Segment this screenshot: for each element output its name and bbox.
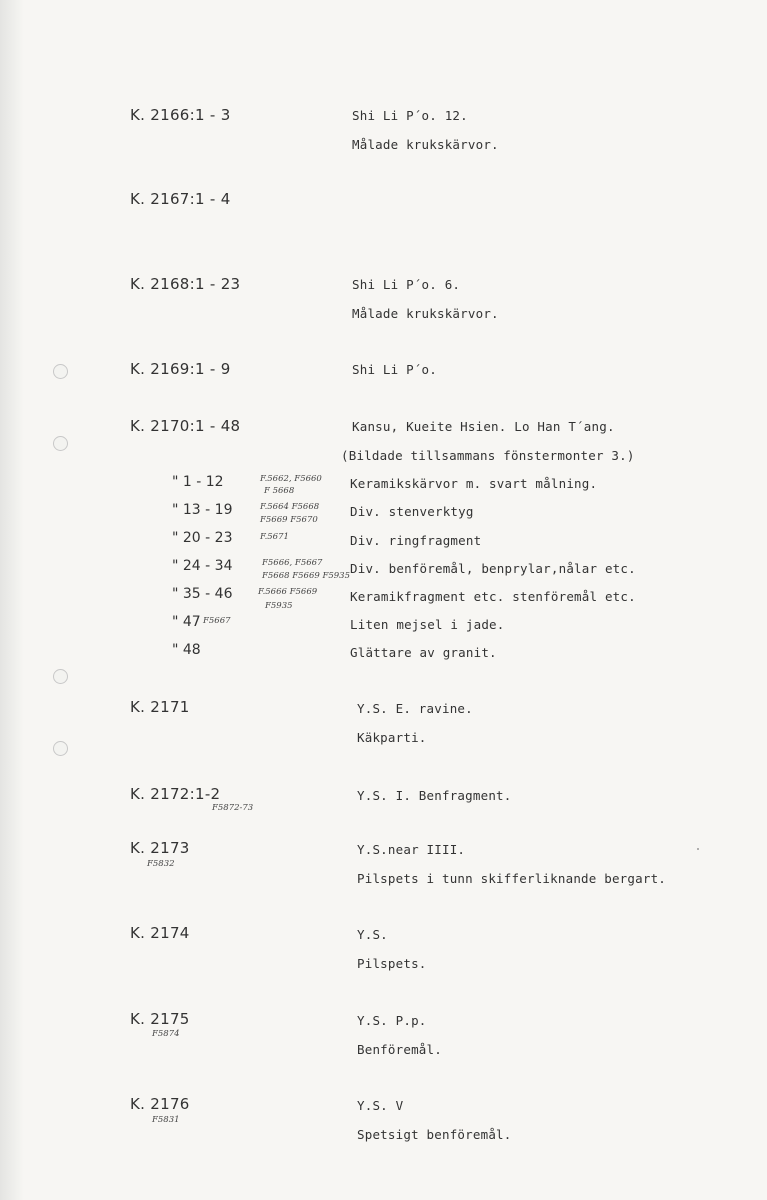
catalog-number: K. 2172:1-2 (130, 785, 221, 803)
catalog-number: K. 2171 (130, 698, 190, 716)
handwritten-note: F.5662, F5660 (260, 474, 322, 484)
punch-hole (53, 741, 68, 756)
entry-site: Shi Li P´o. (352, 362, 437, 377)
handwritten-note: F.5664 F5668 (260, 502, 320, 512)
handwritten-note: F 5668 (264, 486, 295, 496)
subentry-description: Glättare av granit. (350, 645, 497, 660)
entry-site: Y.S.near IIII. (357, 842, 466, 857)
handwritten-note: F5669 F5670 (260, 515, 318, 525)
entry-note: (Bildade tillsammans fönstermonter 3.) (341, 448, 635, 463)
entry-description: Benföremål. (357, 1042, 442, 1057)
paper-edge (0, 0, 24, 1200)
paper-speck (697, 848, 699, 850)
entry-description: Käkparti. (357, 730, 427, 745)
catalog-number: K. 2168:1 - 23 (130, 275, 241, 293)
subentry-range: " 1 - 12 (172, 474, 224, 490)
catalog-number: K. 2175 (130, 1010, 190, 1028)
entry-site: Shi Li P´o. 12. (352, 108, 468, 123)
entry-description: Y.S. I. Benfragment. (357, 788, 512, 803)
subentry-range: " 13 - 19 (172, 502, 233, 518)
subentry-description: Div. benföremål, benprylar,nålar etc. (350, 561, 636, 576)
handwritten-note: F5874 (152, 1029, 180, 1039)
catalog-number: K. 2169:1 - 9 (130, 360, 231, 378)
entry-description: Spetsigt benföremål. (357, 1127, 512, 1142)
entry-site: Y.S. E. ravine. (357, 701, 473, 716)
handwritten-note: F5872-73 (212, 803, 254, 813)
subentry-description: Keramikfragment etc. stenföremål etc. (350, 589, 636, 604)
handwritten-note: F.5671 (260, 532, 289, 542)
handwritten-note: F5668 F5669 F5935 (262, 571, 350, 581)
catalog-number: K. 2170:1 - 48 (130, 417, 241, 435)
subentry-range: " 35 - 46 (172, 586, 233, 602)
punch-hole (53, 364, 68, 379)
subentry-range: " 20 - 23 (172, 530, 233, 546)
catalog-number: K. 2166:1 - 3 (130, 106, 231, 124)
subentry-description: Liten mejsel i jade. (350, 617, 505, 632)
subentry-description: Div. stenverktyg (350, 504, 474, 519)
catalog-number: K. 2173 (130, 839, 190, 857)
entry-site: Y.S. V (357, 1098, 404, 1113)
entry-site: Kansu, Kueite Hsien. Lo Han T´ang. (352, 419, 615, 434)
handwritten-note: F5832 (147, 859, 175, 869)
entry-site: Y.S. P.p. (357, 1013, 427, 1028)
subentry-description: Div. ringfragment (350, 533, 482, 548)
catalog-number: K. 2174 (130, 924, 190, 942)
subentry-range: " 47 (172, 614, 201, 630)
catalog-number: K. 2167:1 - 4 (130, 190, 231, 208)
catalog-number: K. 2176 (130, 1095, 190, 1113)
entry-site: Y.S. (357, 927, 388, 942)
entry-description: Pilspets. (357, 956, 427, 971)
handwritten-note: F5831 (152, 1115, 180, 1125)
handwritten-note: F5666, F5667 (262, 558, 323, 568)
entry-description: Målade krukskärvor. (352, 306, 499, 321)
handwritten-note: F5667 (203, 616, 231, 626)
entry-description: Pilspets i tunn skifferliknande bergart. (357, 871, 667, 886)
punch-hole (53, 669, 68, 684)
subentry-range: " 24 - 34 (172, 558, 233, 574)
subentry-description: Keramikskärvor m. svart målning. (350, 476, 598, 491)
entry-site: Shi Li P´o. 6. (352, 277, 461, 292)
entry-description: Målade krukskärvor. (352, 137, 499, 152)
punch-hole (53, 436, 68, 451)
handwritten-note: F5935 (265, 601, 293, 611)
handwritten-note: F.5666 F5669 (258, 587, 318, 597)
subentry-range: " 48 (172, 642, 201, 658)
